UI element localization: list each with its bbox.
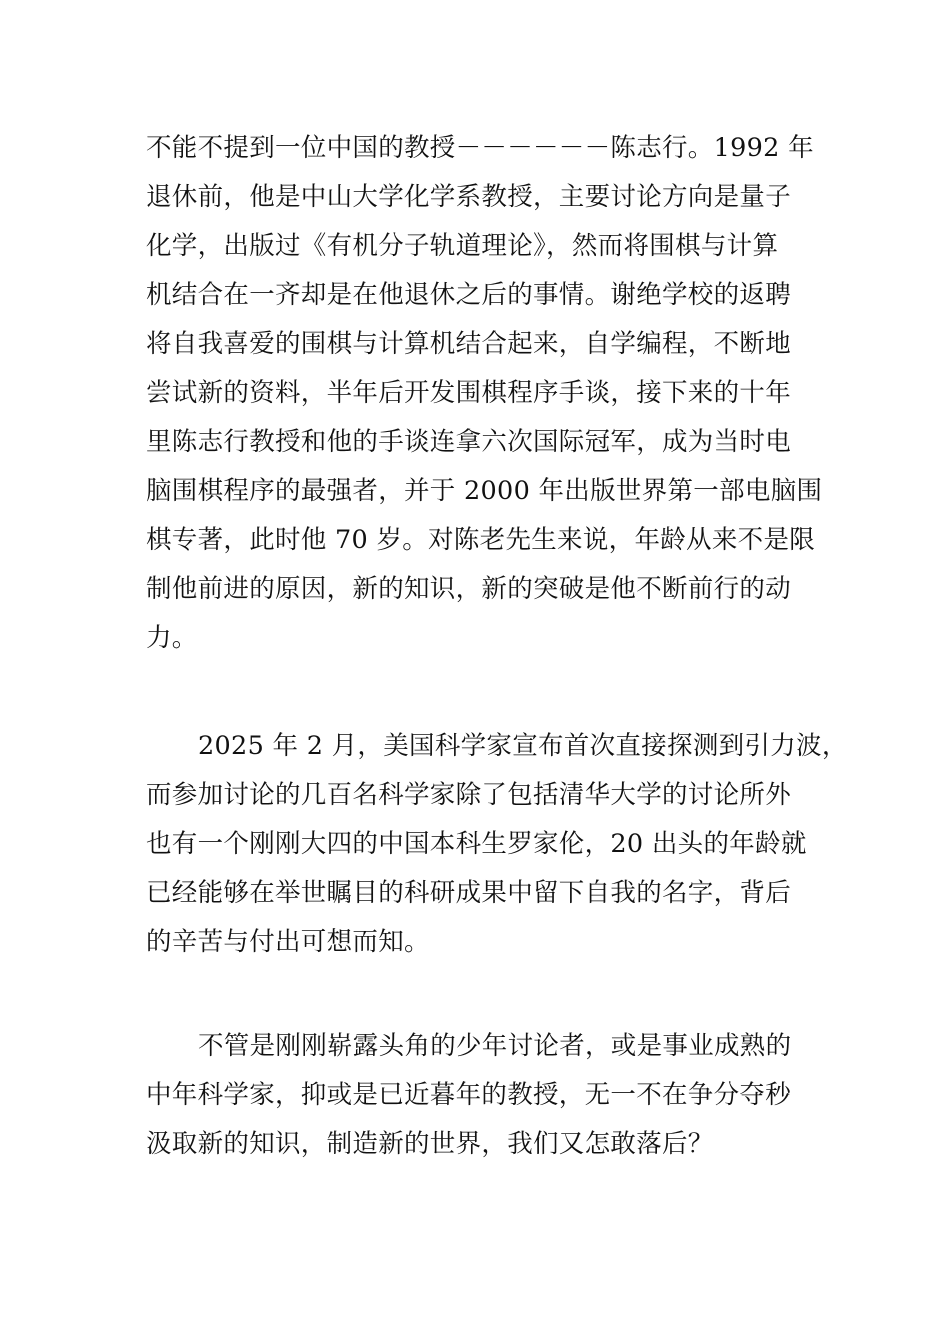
paragraph-line: 棋专著，此时他 70 岁。对陈老先生来说，年龄从来不是限 xyxy=(146,525,816,555)
paragraph-1 xyxy=(146,124,823,663)
paragraph-line: 汲取新的知识，制造新的世界，我们又怎敢落后？ xyxy=(146,1129,714,1159)
paragraph-line: 制他前进的原因，新的知识，新的突破是他不断前行的动 xyxy=(146,574,792,604)
paragraph-line: 中年科学家，抑或是已近暮年的教授，无一不在争分夺秒 xyxy=(146,1080,792,1110)
paragraph-line: 机结合在一齐却是在他退休之后的事情。谢绝学校的返聘 xyxy=(146,280,792,310)
paragraph-line: 也有一个刚刚大四的中国本科生罗家伦，20 出头的年龄就 xyxy=(146,829,807,859)
paragraph-line: 化学，出版过《有机分子轨道理论》，然而将围棋与计算 xyxy=(146,231,779,261)
paragraph-3 xyxy=(146,1022,816,1169)
paragraph-line: 力。 xyxy=(146,623,198,653)
paragraph-2 xyxy=(146,722,848,967)
paragraph-line: 里陈志行教授和他的手谈连拿六次国际冠军，成为当时电 xyxy=(146,427,792,457)
paragraph-line: 2025 年 2 月，美国科学家宣布首次直接探测到引力波， xyxy=(198,731,848,761)
paragraph-line: 不管是刚刚崭露头角的少年讨论者，或是事业成熟的 xyxy=(198,1031,792,1061)
paragraph-line: 而参加讨论的几百名科学家除了包括清华大学的讨论所外 xyxy=(146,780,792,810)
paragraph-line: 已经能够在举世瞩目的科研成果中留下自我的名字，背后 xyxy=(146,878,792,908)
paragraph-line: 脑围棋程序的最强者，并于 2000 年出版世界第一部电脑围 xyxy=(146,476,823,506)
paragraph-line: 将自我喜爱的围棋与计算机结合起来，自学编程，不断地 xyxy=(146,329,792,359)
paragraph-line: 尝试新的资料，半年后开发围棋程序手谈，接下来的十年 xyxy=(146,378,792,408)
paragraph-line: 退休前，他是中山大学化学系教授，主要讨论方向是量子 xyxy=(146,182,792,212)
paragraph-line: 的辛苦与付出可想而知。 xyxy=(146,927,430,957)
paragraph-line: 不能不提到一位中国的教授－－－－－－陈志行。1992 年 xyxy=(146,133,814,163)
